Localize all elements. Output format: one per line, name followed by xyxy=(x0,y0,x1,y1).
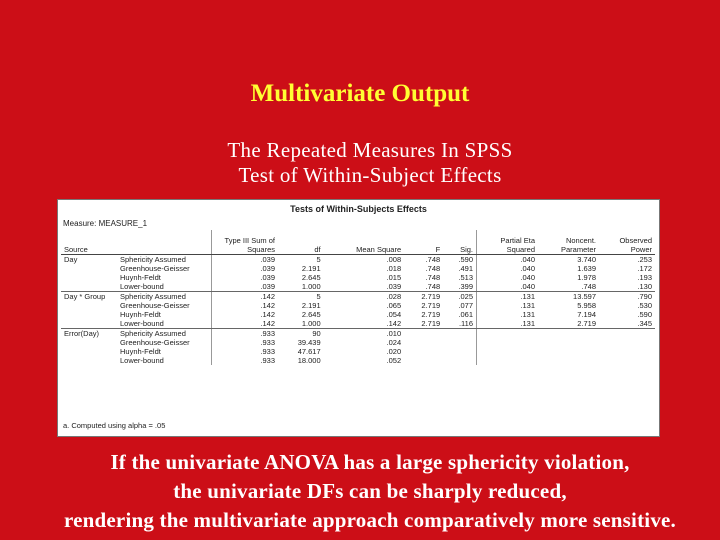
cell-ss: .142 xyxy=(212,319,279,329)
cell-df: 18.000 xyxy=(297,356,321,365)
cell-eta: .040 xyxy=(477,273,539,282)
cell-f: .748 xyxy=(425,255,441,264)
table-row xyxy=(61,292,655,302)
cell-sig: .077 xyxy=(458,301,473,310)
table-body xyxy=(61,255,655,366)
cell-ms: .028 xyxy=(386,292,402,301)
cell-power: .130 xyxy=(599,282,655,292)
cell-power xyxy=(599,347,655,356)
cell-power: .790 xyxy=(637,292,652,301)
cell-noncent xyxy=(538,347,599,356)
cell-source xyxy=(61,356,117,365)
cell-source xyxy=(61,282,117,292)
cell-source xyxy=(61,264,117,273)
cell-noncent xyxy=(538,356,599,365)
cell-source xyxy=(61,273,117,282)
cell-source xyxy=(61,301,117,310)
cell-ss: .142 xyxy=(212,310,279,319)
cell-noncent: 1.978 xyxy=(577,273,596,282)
body-line-1: If the univariate ANOVA has a large sphericity violation, xyxy=(110,450,630,474)
cell-eta: .131 xyxy=(477,292,539,302)
cell-power xyxy=(599,329,655,339)
header-sig: Sig. xyxy=(443,230,476,255)
cell-correction: Lower-bound xyxy=(117,282,212,292)
cell-sig: .116 xyxy=(443,319,476,329)
cell-sig: .061 xyxy=(458,310,473,319)
subtitle-line-1: The Repeated Measures In SPSS xyxy=(227,138,513,162)
cell-eta: .040 xyxy=(477,264,539,273)
cell-eta xyxy=(477,347,539,356)
table-row xyxy=(61,282,655,292)
cell-sig: .025 xyxy=(458,292,473,301)
cell-ss: .933 xyxy=(212,338,279,347)
cell-df: 39.439 xyxy=(297,338,321,347)
cell-f: 2.719 xyxy=(421,310,441,319)
cell-df: 2.191 xyxy=(301,301,321,310)
cell-ss: .039 xyxy=(212,255,279,265)
header-eta: Partial Eta Squared xyxy=(477,230,539,255)
table-row xyxy=(61,338,655,347)
cell-f xyxy=(404,338,443,347)
cell-correction: Greenhouse-Geisser xyxy=(120,301,190,310)
cell-ms: .018 xyxy=(386,264,402,273)
cell-sig xyxy=(443,329,476,339)
cell-eta: .040 xyxy=(477,255,539,265)
table-row xyxy=(61,273,655,282)
cell-ms: .142 xyxy=(324,319,404,329)
header-noncent: Noncent. Parameter xyxy=(538,230,599,255)
cell-ms: .015 xyxy=(386,273,402,282)
header-df: df xyxy=(278,230,324,255)
cell-source xyxy=(61,347,117,356)
cell-f: 2.719 xyxy=(421,301,441,310)
cell-correction: Lower-bound xyxy=(117,319,212,329)
table-row xyxy=(61,264,655,273)
table-header-row xyxy=(61,230,655,255)
table-row xyxy=(61,329,655,339)
cell-ss: .142 xyxy=(212,301,279,310)
cell-power: .253 xyxy=(637,255,652,264)
cell-eta: .040 xyxy=(477,282,539,292)
cell-ss: .039 xyxy=(212,264,279,273)
table-row xyxy=(61,347,655,356)
header-correction xyxy=(117,230,212,255)
cell-ms: .008 xyxy=(386,255,402,264)
cell-df: 47.617 xyxy=(297,347,321,356)
cell-power: .345 xyxy=(599,319,655,329)
cell-df: 90 xyxy=(312,329,321,338)
cell-correction: Sphericity Assumed xyxy=(120,255,186,264)
cell-ss: .933 xyxy=(212,347,279,356)
table-row xyxy=(61,356,655,365)
cell-ms: .010 xyxy=(386,329,402,338)
body-line-2: the univariate DFs can be sharply reduced, xyxy=(173,479,567,503)
cell-noncent: 5.958 xyxy=(577,301,596,310)
header-source: Source xyxy=(61,230,117,255)
cell-power: .193 xyxy=(637,273,652,282)
header-power: Observed Power xyxy=(599,230,655,255)
cell-noncent: 2.719 xyxy=(538,319,599,329)
table-title: Tests of Within-Subjects Effects xyxy=(290,204,427,214)
cell-correction: Huynh-Feldt xyxy=(120,347,161,356)
cell-noncent: .748 xyxy=(538,282,599,292)
cell-df: 2.645 xyxy=(301,273,321,282)
header-ss: Type III Sum of Squares xyxy=(212,230,279,255)
cell-noncent xyxy=(538,338,599,347)
cell-eta xyxy=(477,356,539,365)
cell-noncent: 13.597 xyxy=(573,292,596,301)
slide-title: Multivariate Output xyxy=(250,80,470,107)
spss-output-table xyxy=(57,199,660,437)
cell-sig xyxy=(443,356,476,365)
cell-correction: Huynh-Feldt xyxy=(120,273,161,282)
cell-sig: .491 xyxy=(458,264,473,273)
cell-f: .748 xyxy=(425,273,441,282)
cell-sig xyxy=(443,338,476,347)
cell-df: 1.000 xyxy=(278,319,324,329)
cell-sig: .590 xyxy=(458,255,473,264)
cell-f: .748 xyxy=(404,282,443,292)
cell-ss: .039 xyxy=(212,282,279,292)
cell-sig xyxy=(443,347,476,356)
body-line-3: rendering the multivariate approach comparatively more sensitive. xyxy=(63,508,676,532)
cell-noncent: 1.639 xyxy=(577,264,596,273)
cell-power xyxy=(599,338,655,347)
cell-df: 1.000 xyxy=(278,282,324,292)
cell-noncent: 7.194 xyxy=(577,310,596,319)
table-row xyxy=(61,319,655,329)
cell-f: .748 xyxy=(425,264,441,273)
measure-label: Measure: MEASURE_1 xyxy=(63,219,148,228)
cell-ms: .020 xyxy=(386,347,402,356)
cell-f: 2.719 xyxy=(404,319,443,329)
cell-df: 2.191 xyxy=(301,264,321,273)
table-row xyxy=(61,255,655,265)
cell-sig: .399 xyxy=(443,282,476,292)
cell-ms: .052 xyxy=(386,356,402,365)
cell-eta: .131 xyxy=(477,310,539,319)
cell-f xyxy=(404,329,443,339)
slide-body xyxy=(0,448,720,535)
cell-df: 2.645 xyxy=(301,310,321,319)
cell-ss: .039 xyxy=(212,273,279,282)
header-ms: Mean Square xyxy=(324,230,404,255)
cell-f xyxy=(404,347,443,356)
cell-source xyxy=(61,310,117,319)
cell-ss: .933 xyxy=(212,329,279,339)
cell-correction: Sphericity Assumed xyxy=(120,329,186,338)
header-f: F xyxy=(404,230,443,255)
cell-power xyxy=(599,356,655,365)
cell-correction: Lower-bound xyxy=(120,356,164,365)
cell-power: .172 xyxy=(637,264,652,273)
subtitle-line-2: Test of Within-Subject Effects xyxy=(238,163,502,187)
cell-sig: .513 xyxy=(458,273,473,282)
within-subjects-table xyxy=(61,230,655,365)
cell-ms: .024 xyxy=(386,338,402,347)
cell-power: .530 xyxy=(637,301,652,310)
cell-eta: .131 xyxy=(477,319,539,329)
cell-source: Day * Group xyxy=(64,292,106,301)
cell-eta: .131 xyxy=(477,301,539,310)
cell-df: 5 xyxy=(316,292,321,301)
cell-ms: .054 xyxy=(386,310,402,319)
slide-subtitle xyxy=(0,138,720,188)
cell-f: 2.719 xyxy=(421,292,441,301)
cell-eta xyxy=(477,329,539,339)
cell-correction: Greenhouse-Geisser xyxy=(120,264,190,273)
cell-noncent xyxy=(538,329,599,339)
cell-correction: Greenhouse-Geisser xyxy=(120,338,190,347)
cell-ss: .933 xyxy=(212,356,279,365)
cell-correction: Huynh-Feldt xyxy=(120,310,161,319)
table-row xyxy=(61,310,655,319)
cell-correction: Sphericity Assumed xyxy=(120,292,186,301)
cell-power: .590 xyxy=(637,310,652,319)
cell-source xyxy=(61,319,117,329)
table-footnote: a. Computed using alpha = .05 xyxy=(63,421,166,430)
cell-noncent: 3.740 xyxy=(577,255,596,264)
cell-source: Error(Day) xyxy=(64,329,99,338)
cell-ms: .065 xyxy=(386,301,402,310)
table-row xyxy=(61,301,655,310)
cell-ss: .142 xyxy=(212,292,279,302)
cell-source xyxy=(61,338,117,347)
cell-source: Day xyxy=(64,255,78,264)
cell-df: 5 xyxy=(316,255,321,264)
cell-f xyxy=(404,356,443,365)
cell-ms: .039 xyxy=(324,282,404,292)
cell-eta xyxy=(477,338,539,347)
